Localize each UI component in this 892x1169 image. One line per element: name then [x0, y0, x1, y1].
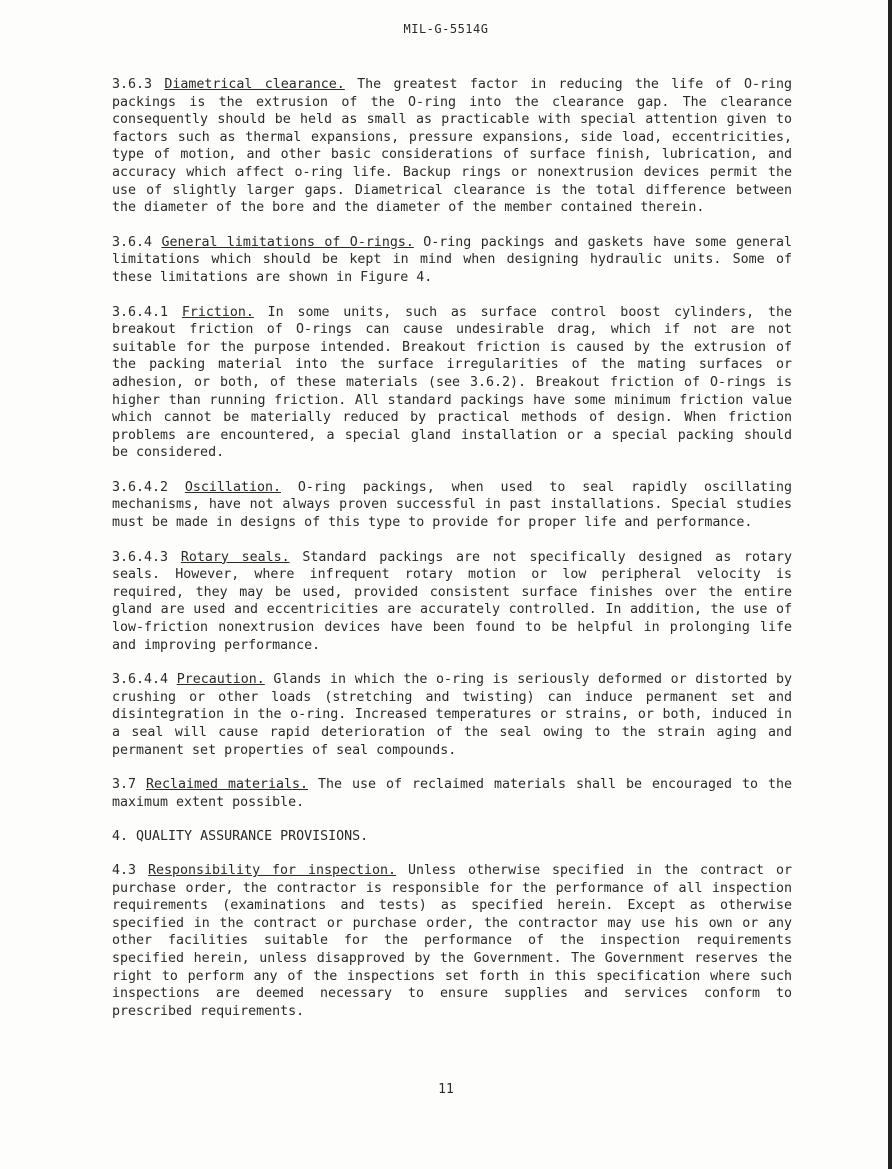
- document-id-header: MIL-G-5514G: [403, 22, 489, 36]
- document-body: [112, 76, 792, 1037]
- paragraph-4: [112, 828, 792, 846]
- section-heading: QUALITY ASSURANCE PROVISIONS.: [136, 829, 369, 845]
- paragraph-3-6-4-3: [112, 549, 792, 655]
- section-title: Diametrical clearance.: [164, 77, 345, 92]
- paragraph-3-7: [112, 776, 792, 811]
- section-number: 3.6.4.2: [112, 479, 169, 495]
- section-text: Standard packings are not specifically designed as rotary seals. However, where infrequent rotary motion or low peripheral velocity is required, they may be used, provided consistent surface finishes over the entire gland are used and eccentricities are accurately controlled. In addition, the use of low-friction nonextrusion devices have been found to be helpful in prolonging life and improving performance.: [112, 549, 792, 653]
- section-title: Friction.: [181, 304, 254, 320]
- section-number: 3.6.4.1: [112, 304, 169, 320]
- paragraph-4-3: [112, 862, 792, 1020]
- section-text: Unless otherwise specified in the contract or purchase order, the contractor is responsible for the performance of all inspection requirements (examinations and tests) as specified herein. Except as otherwise specified in the contract or purchase order, the contractor may use his own or any other facilities suitable for the performance of the inspection requirements specified herein, unless disapproved by the Government. The Government reserves the right to perform any of the inspections set forth in this specification where such inspections are deemed necessary to ensure supplies and services conform to prescribed requirements.: [112, 862, 792, 1019]
- section-number: 3.6.4.4: [112, 672, 169, 688]
- paragraph-3-6-4-1: [112, 304, 792, 462]
- section-text: In some units, such as surface control boost cylinders, the breakout friction of O-rings can cause undesirable drag, which if not are not suitable for the purpose intended. Breakout friction is caused by the extrusion of the packing material into the surface irregularities of the mating surfaces or adhesion, or both, of these materials (see 3.6.2). Breakout friction of O-rings is higher than running friction. All standard packings have some minimum friction value which cannot be materially reduced by practical methods of design. When friction problems are encountered, a special gland installation or a special packing should be considered.: [112, 304, 792, 461]
- section-title: Oscillation.: [184, 479, 281, 495]
- paragraph-3-6-4-2: [112, 479, 792, 532]
- section-number: 4.: [112, 829, 129, 845]
- section-title: Responsibility for inspection.: [148, 862, 397, 878]
- section-text: The greatest factor in reducing the life of O-ring packings is the extrusion of the O-ring into the clearance gap. The clearance consequently should be held as small as practicable with special attention given to factors such as thermal expansions, pressure expansions, side load, eccentricities, type of motion, and other basic considerations of surface finish, lubrication, and accuracy which affect o-ring life. Backup rings or nonextrusion devices permit the use of slightly larger gaps. Diametrical clearance is the total difference between the diameter of the bore and the diameter of the member contained therein.: [112, 77, 792, 216]
- paragraph-3-6-3: [112, 76, 792, 217]
- section-text: The use of reclaimed materials shall be encouraged to the maximum extent possible.: [112, 777, 792, 810]
- section-number: 3.7: [112, 777, 137, 793]
- page-number: 11: [438, 1082, 454, 1097]
- section-number: 3.6.3: [112, 77, 153, 92]
- section-title: Precaution.: [176, 672, 265, 688]
- scan-edge: [888, 0, 892, 1169]
- section-title: Reclaimed materials.: [146, 777, 309, 793]
- section-title: General limitations of O-rings.: [161, 234, 414, 250]
- section-number: 3.6.4: [112, 234, 153, 250]
- section-title: Rotary seals.: [180, 549, 290, 565]
- section-text: O-ring packings and gaskets have some general limitations which should be kept in mind when designing hydraulic units. Some of these limitations are shown in Figure 4.: [112, 234, 792, 285]
- paragraph-3-6-4: [112, 234, 792, 287]
- section-text: Glands in which the o-ring is seriously deformed or distorted by crushing or other loads (stretching and twisting) can induce permanent set and disintegration in the o-ring. Increased temperatures or strains, or both, induced in a seal will cause rapid deterioration of the seal owing to the strain aging and permanent set properties of seal compounds.: [112, 672, 792, 758]
- section-text: O-ring packings, when used to seal rapidly oscillating mechanisms, have not always proven successful in past installations. Special studies must be made in designs of this type to provide for proper life and performance.: [112, 479, 793, 531]
- section-number: 4.3: [112, 862, 137, 878]
- section-number: 3.6.4.3: [112, 549, 169, 565]
- paragraph-3-6-4-4: [112, 671, 792, 759]
